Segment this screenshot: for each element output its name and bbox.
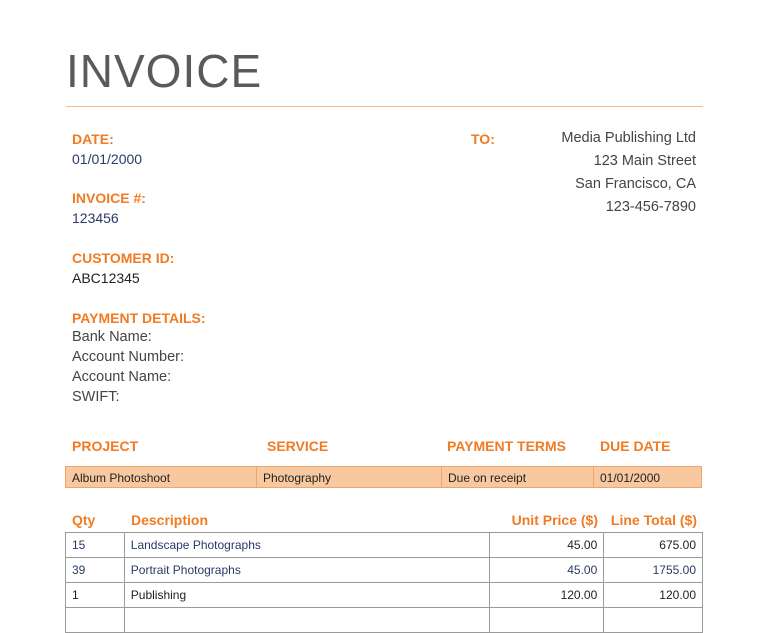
date-label: DATE: xyxy=(72,131,114,147)
unit-price-cell xyxy=(489,608,604,633)
line-total-cell: 1755.00 xyxy=(604,558,703,583)
table-row xyxy=(66,558,703,583)
unit-price-cell: 120.00 xyxy=(489,583,604,608)
customer-id-value: ABC12345 xyxy=(72,270,140,286)
due-date-cell: 01/01/2000 xyxy=(600,471,661,485)
table-row xyxy=(66,533,703,558)
line-total-header: Line Total ($) xyxy=(610,512,697,528)
payment-bank-name: Bank Name: xyxy=(72,329,152,345)
description-cell: Portrait Photographs xyxy=(124,558,489,583)
date-value: 01/01/2000 xyxy=(72,151,143,167)
line-total-cell: 120.00 xyxy=(604,583,703,608)
customer-id-label: CUSTOMER ID: xyxy=(72,250,175,266)
project-row xyxy=(65,466,702,488)
unit-price-cell: 45.00 xyxy=(489,533,604,558)
line-total-cell: 675.00 xyxy=(604,533,703,558)
to-street: 123 Main Street xyxy=(593,153,696,169)
payment-account-name: Account Name: xyxy=(72,369,172,385)
to-label: TO: xyxy=(471,131,495,147)
line-total-cell xyxy=(604,608,703,633)
table-row xyxy=(66,608,703,633)
project-cell: Album Photoshoot xyxy=(66,467,257,487)
qty-header: Qty xyxy=(72,512,96,528)
invoice-title: INVOICE xyxy=(66,45,263,97)
unit-price-cell: 45.00 xyxy=(489,558,604,583)
unit-price-header: Unit Price ($) xyxy=(511,512,598,528)
line-items-table xyxy=(65,532,703,633)
qty-cell: 39 xyxy=(66,558,125,583)
payment-details-label: PAYMENT DETAILS: xyxy=(72,310,206,326)
payment-terms-header: PAYMENT TERMS xyxy=(447,438,567,454)
header-divider xyxy=(66,106,703,107)
invoice-number-label: INVOICE #: xyxy=(72,190,146,206)
table-row xyxy=(66,583,703,608)
service-cell: Photography xyxy=(257,467,442,487)
description-header: Description xyxy=(131,512,209,528)
qty-cell: 15 xyxy=(66,533,125,558)
service-header: SERVICE xyxy=(267,438,329,454)
to-company: Media Publishing Ltd xyxy=(561,130,696,146)
due-date-header: DUE DATE xyxy=(600,438,671,454)
payment-terms-cell: Due on receipt xyxy=(442,467,594,487)
project-header: PROJECT xyxy=(72,438,139,454)
payment-account-number: Account Number: xyxy=(72,349,185,365)
description-cell: Publishing xyxy=(124,583,489,608)
description-cell xyxy=(124,608,489,633)
qty-cell: 1 xyxy=(66,583,125,608)
invoice-number-value: 123456 xyxy=(72,210,119,226)
to-city: San Francisco, CA xyxy=(575,176,696,192)
to-phone: 123-456-7890 xyxy=(605,199,696,215)
payment-swift: SWIFT: xyxy=(72,389,120,405)
description-cell: Landscape Photographs xyxy=(124,533,489,558)
qty-cell xyxy=(66,608,125,633)
